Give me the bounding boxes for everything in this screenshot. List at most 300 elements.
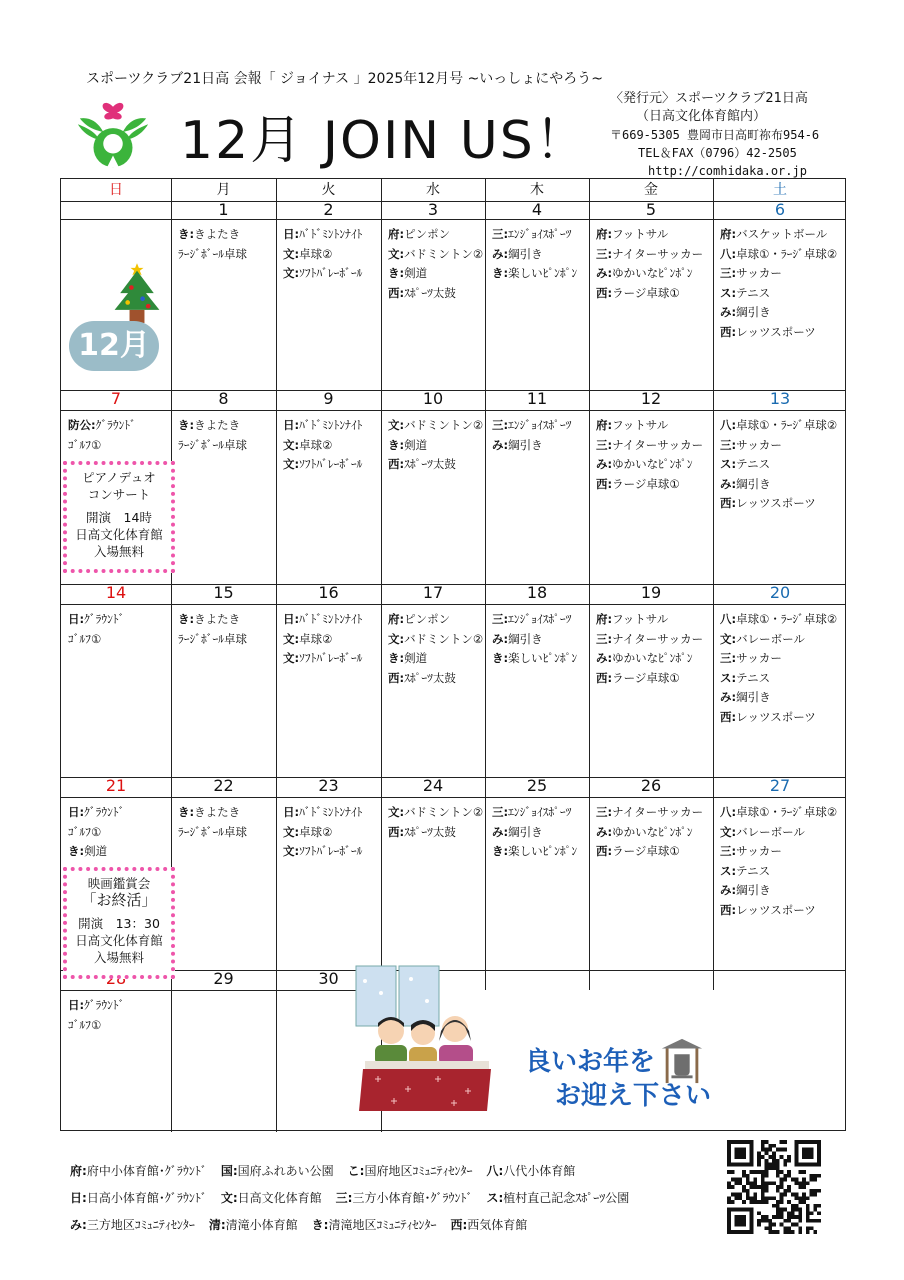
activity-name: ﾊﾞﾄﾞﾐﾝﾄﾝﾅｲﾄ xyxy=(299,612,363,626)
activity-name: 剣道 xyxy=(404,437,428,452)
venue-code: 三: xyxy=(596,246,613,261)
day-events xyxy=(68,416,136,455)
activity-name: 綱引き xyxy=(736,883,771,897)
activity-name: ｺﾞﾙﾌ① xyxy=(68,631,102,646)
event-item xyxy=(388,264,483,284)
activity-name: 綱引き xyxy=(508,246,543,261)
event-item xyxy=(720,284,837,304)
weekday-header: 日 xyxy=(109,182,123,198)
legend-item xyxy=(486,1164,575,1178)
activity-name: ﾗｰｼﾞﾎﾞｰﾙ卓球 xyxy=(178,631,247,646)
activity-name: ラージ卓球① xyxy=(612,670,680,685)
activity-name: フットサル xyxy=(612,612,669,626)
activity-name: きよたき xyxy=(194,612,241,626)
activity-name: ｿﾌﾄﾊﾞﾚｰﾎﾞｰﾙ xyxy=(299,651,363,665)
day-number: 27 xyxy=(769,776,791,795)
venue-code: ス: xyxy=(720,285,737,300)
venue-code: 西: xyxy=(596,844,613,858)
legend-item xyxy=(70,1164,207,1178)
activity-name: 綱引き xyxy=(508,437,543,452)
activity-name: バドミントン② xyxy=(404,418,484,432)
activity-name: 綱引き xyxy=(736,476,771,491)
day-events xyxy=(68,996,124,1035)
legend-item xyxy=(348,1164,473,1178)
venue-code: 西: xyxy=(720,709,737,724)
activity-name: ｴﾝｼﾞｮｲｽﾎﾟｰﾂ xyxy=(508,227,572,241)
event-item xyxy=(178,823,247,843)
venue-code: き: xyxy=(178,612,195,626)
venue-code: き: xyxy=(68,844,85,858)
event-item xyxy=(388,455,483,475)
event-item xyxy=(596,455,703,475)
event-item xyxy=(596,630,703,650)
venue-code: 西: xyxy=(596,476,613,491)
legend-code: み: xyxy=(70,1218,87,1232)
day-number: 26 xyxy=(640,776,662,795)
activity-name: ナイターサッカー xyxy=(612,437,704,452)
venue-code: 八: xyxy=(720,418,737,432)
day-events xyxy=(178,803,247,842)
event-item xyxy=(596,245,703,265)
venue-code: 文: xyxy=(283,266,300,280)
venue-code: き: xyxy=(492,651,509,665)
event-item xyxy=(68,823,124,843)
event-item xyxy=(720,225,837,245)
venue-code: 府: xyxy=(596,227,613,241)
publisher-line: （日高文化体育館内） xyxy=(636,109,767,124)
day-number: 12 xyxy=(640,389,662,408)
day-number: 19 xyxy=(640,583,662,602)
event-item xyxy=(283,803,362,823)
day-events xyxy=(68,610,124,649)
legend-venue: 日高文化体育館 xyxy=(237,1191,322,1205)
event-item xyxy=(720,669,837,689)
venue-code: ス: xyxy=(720,863,737,878)
activity-name: テニス xyxy=(736,670,771,685)
activity-name: 綱引き xyxy=(736,305,771,319)
activity-name: きよたき xyxy=(194,418,241,432)
event-item xyxy=(720,610,837,630)
day-number: 2 xyxy=(323,200,334,219)
venue-code: き: xyxy=(388,651,405,665)
event-item xyxy=(68,630,124,650)
weekday-header: 水 xyxy=(426,182,440,198)
family-kotatsu-illustration xyxy=(351,961,501,1121)
legend-code: 清: xyxy=(208,1218,226,1232)
publisher-line: 〈発行元〉スポーツクラブ21日高 xyxy=(610,91,808,106)
publisher-line: 〒669-5305 豊岡市日高町祢布954-6 xyxy=(610,128,820,142)
event-item xyxy=(178,436,247,456)
new-year-line: 良いお年を xyxy=(525,1047,656,1077)
venue-code: 文: xyxy=(388,246,405,261)
day-events xyxy=(283,610,362,669)
event-item xyxy=(720,494,837,514)
event-item xyxy=(283,245,362,265)
activity-name: 剣道 xyxy=(404,266,428,280)
legend-venue: 植村直己記念ｽﾎﾟｰﾂ公園 xyxy=(503,1191,630,1205)
venue-code: 日: xyxy=(283,612,300,626)
activity-name: 綱引き xyxy=(508,631,543,646)
legend-row xyxy=(70,1185,643,1212)
event-item xyxy=(178,416,247,436)
activity-name: ピンポン xyxy=(404,227,451,241)
activity-name: ラージ卓球① xyxy=(612,476,680,491)
day-number: 18 xyxy=(526,583,548,602)
activity-name: ナイターサッカー xyxy=(612,246,704,261)
legend-item xyxy=(70,1191,207,1205)
event-item xyxy=(492,264,577,284)
venue-code: 文: xyxy=(720,631,737,646)
activity-name: 綱引き xyxy=(508,824,543,839)
activity-name: フットサル xyxy=(612,418,669,432)
venue-code: ス: xyxy=(720,457,737,471)
event-item xyxy=(283,455,362,475)
day-events xyxy=(178,610,247,649)
activity-name: ｿﾌﾄﾊﾞﾚｰﾎﾞｰﾙ xyxy=(299,457,363,471)
day-number: 29 xyxy=(213,969,234,988)
event-item xyxy=(720,630,837,650)
venue-code: 日: xyxy=(283,418,300,432)
activity-name: バスケットボール xyxy=(736,227,828,241)
venue-code: 防公: xyxy=(68,418,96,432)
activity-name: フットサル xyxy=(612,227,669,241)
qr-code-icon xyxy=(727,1140,821,1234)
event-item xyxy=(283,823,362,843)
legend-code: 八: xyxy=(486,1164,504,1178)
activity-name: ｸﾞﾗｳﾝﾄﾞ xyxy=(84,612,125,626)
day-number: 24 xyxy=(422,776,444,795)
day-number: 3 xyxy=(427,200,439,219)
event-item xyxy=(720,475,837,495)
event-item xyxy=(178,803,247,823)
legend-item xyxy=(486,1191,629,1205)
legend-venue: 西気体育館 xyxy=(467,1218,528,1232)
event-item xyxy=(492,416,571,436)
activity-name: サッカー xyxy=(736,437,782,452)
activity-name: 剣道 xyxy=(404,651,428,665)
weekday-header: 月 xyxy=(216,182,231,198)
notice-line: 日高文化体育館 xyxy=(75,933,163,948)
venue-code: 三: xyxy=(720,651,737,665)
event-item xyxy=(388,610,483,630)
day-number: 4 xyxy=(531,200,543,219)
venue-code: み: xyxy=(596,266,613,280)
day-events xyxy=(388,225,483,303)
venue-code: 三: xyxy=(720,844,737,858)
venue-code: み: xyxy=(720,690,737,704)
day-events xyxy=(388,416,483,475)
weekday-header: 木 xyxy=(530,182,544,198)
venue-code: 日: xyxy=(68,612,85,626)
venue-code: 三: xyxy=(492,418,509,432)
day-number: 1 xyxy=(218,200,229,219)
event-item xyxy=(492,823,577,843)
activity-name: ｺﾞﾙﾌ① xyxy=(68,824,102,839)
event-item xyxy=(720,245,837,265)
activity-name: サッカー xyxy=(736,266,782,280)
legend-code: き: xyxy=(311,1218,329,1232)
page-title: 12月 JOIN US！ xyxy=(180,111,589,171)
activity-name: ナイターサッカー xyxy=(612,805,704,819)
legend-venue: 国府ふれあい公園 xyxy=(237,1164,334,1178)
venue-code: 文: xyxy=(283,651,300,665)
day-number: 16 xyxy=(318,583,339,602)
legend-code: 西: xyxy=(450,1218,468,1232)
venue-code: 八: xyxy=(720,246,737,261)
weekday-header: 火 xyxy=(321,182,336,198)
venue-code: 三: xyxy=(492,805,509,819)
event-item xyxy=(492,842,577,862)
month-badge: 12月 xyxy=(69,321,159,371)
day-events xyxy=(283,416,362,475)
venue-code: 三: xyxy=(492,612,509,626)
legend-code: 国: xyxy=(220,1164,238,1178)
activity-name: テニス xyxy=(736,457,771,471)
activity-name: ｽﾎﾟｰﾂ太鼓 xyxy=(404,285,456,300)
legend-item xyxy=(312,1218,437,1232)
activity-name: レッツスポーツ xyxy=(736,902,816,917)
legend-item xyxy=(70,1218,195,1232)
activity-name: ゆかいなﾋﾟﾝﾎﾟﾝ xyxy=(612,457,693,471)
legend-code: こ: xyxy=(347,1164,365,1178)
event-item xyxy=(720,416,837,436)
event-item xyxy=(68,996,124,1016)
activity-name: ｴﾝｼﾞｮｲｽﾎﾟｰﾂ xyxy=(508,805,572,819)
legend-venue: 日高小体育館･ｸﾞﾗｳﾝﾄﾞ xyxy=(86,1191,207,1205)
activity-name: 卓球①・ﾗｰｼﾞ卓球② xyxy=(736,418,838,432)
event-item xyxy=(492,245,577,265)
venue-code: 日: xyxy=(68,805,85,819)
grid-line xyxy=(61,410,845,411)
event-item xyxy=(596,475,703,495)
day-number: 21 xyxy=(105,776,127,795)
activity-name: ゆかいなﾋﾟﾝﾎﾟﾝ xyxy=(612,824,693,839)
event-item xyxy=(178,245,247,265)
activity-name: バドミントン② xyxy=(404,631,484,646)
venue-code: 文: xyxy=(283,457,300,471)
venue-code: 三: xyxy=(720,437,737,452)
venue-code: き: xyxy=(178,227,195,241)
activity-name: ナイターサッカー xyxy=(612,631,704,646)
event-item xyxy=(388,823,483,843)
day-number: 8 xyxy=(218,389,229,408)
activity-name: レッツスポーツ xyxy=(736,324,816,339)
venue-code: み: xyxy=(596,457,613,471)
day-number: 7 xyxy=(110,389,122,408)
activity-name: 剣道 xyxy=(84,844,108,858)
venue-code: 文: xyxy=(283,246,300,261)
day-events xyxy=(388,610,483,688)
event-item xyxy=(283,610,362,630)
event-item xyxy=(720,436,837,456)
calendar-grid xyxy=(60,178,846,1131)
venue-code: 日: xyxy=(283,805,300,819)
newsletter-header: スポーツクラブ21日高 会報「 ジョイナス 」2025年12月号 ~いっしょにやろう~ xyxy=(86,71,603,87)
event-item xyxy=(388,669,483,689)
venue-code: 文: xyxy=(388,418,405,432)
activity-name: 卓球② xyxy=(299,246,333,261)
activity-name: 卓球①・ﾗｰｼﾞ卓球② xyxy=(736,612,838,626)
notice-line: 入場無料 xyxy=(93,544,144,559)
event-item xyxy=(388,245,483,265)
venue-code: 西: xyxy=(596,670,613,685)
notice-line: 開演 13：30 xyxy=(78,916,160,931)
event-item xyxy=(68,1016,124,1036)
event-item xyxy=(596,823,703,843)
activity-name: サッカー xyxy=(736,651,782,665)
activity-name: 楽しいﾋﾟﾝﾎﾟﾝ xyxy=(508,266,578,280)
venue-code: 文: xyxy=(283,824,300,839)
grid-line xyxy=(61,990,381,991)
venue-code: き: xyxy=(178,418,195,432)
day-number: 11 xyxy=(526,389,548,408)
activity-name: ｽﾎﾟｰﾂ太鼓 xyxy=(404,457,456,471)
venue-code: 文: xyxy=(283,437,300,452)
event-item xyxy=(596,436,703,456)
venue-code: み: xyxy=(492,437,509,452)
event-item xyxy=(178,225,247,245)
legend-row xyxy=(70,1158,643,1185)
venue-code: 文: xyxy=(283,631,300,646)
day-number: 14 xyxy=(105,583,127,602)
activity-name: ｸﾞﾗｳﾝﾄﾞ xyxy=(84,805,125,819)
event-item xyxy=(720,842,837,862)
activity-name: きよたき xyxy=(194,805,241,819)
venue-code: 西: xyxy=(388,457,405,471)
event-item xyxy=(388,225,483,245)
venue-code: ス: xyxy=(720,670,737,685)
activity-name: テニス xyxy=(736,285,771,300)
venue-code: み: xyxy=(720,305,737,319)
notice-line: ピアノデュオ xyxy=(82,470,156,485)
venue-code: き: xyxy=(492,266,509,280)
activity-name: ｽﾎﾟｰﾂ太鼓 xyxy=(404,670,456,685)
weekday-header: 土 xyxy=(773,182,787,198)
day-events xyxy=(388,803,483,842)
venue-code: み: xyxy=(596,824,613,839)
activity-name: ﾊﾞﾄﾞﾐﾝﾄﾝﾅｲﾄ xyxy=(299,418,363,432)
activity-name: ｺﾞﾙﾌ① xyxy=(68,1017,102,1032)
venue-code: み: xyxy=(492,631,509,646)
venue-code: 文: xyxy=(283,844,300,858)
activity-name: レッツスポーツ xyxy=(736,496,816,510)
legend-code: ス: xyxy=(486,1191,504,1205)
day-number: 15 xyxy=(213,583,234,602)
venue-code: 西: xyxy=(596,285,613,300)
notice-line: 映画鑑賞会 xyxy=(87,876,151,891)
activity-name: レッツスポーツ xyxy=(736,709,816,724)
day-number: 20 xyxy=(769,583,791,602)
event-item xyxy=(283,649,362,669)
activity-name: ｴﾝｼﾞｮｲｽﾎﾟｰﾂ xyxy=(508,418,572,432)
day-events xyxy=(720,416,837,514)
venue-code: み: xyxy=(720,476,737,491)
event-item xyxy=(596,649,703,669)
day-number: 25 xyxy=(526,776,548,795)
event-item xyxy=(388,803,483,823)
venue-code: 八: xyxy=(720,805,737,819)
event-item xyxy=(596,842,703,862)
activity-name: ｸﾞﾗｳﾝﾄﾞ xyxy=(84,998,125,1012)
day-events xyxy=(492,610,577,669)
venue-code: き: xyxy=(388,266,405,280)
event-item xyxy=(388,630,483,650)
venue-code: 三: xyxy=(596,631,613,646)
venue-code: み: xyxy=(492,246,509,261)
event-notice xyxy=(63,461,175,573)
event-item xyxy=(68,436,136,456)
venue-code: 西: xyxy=(388,824,405,839)
notice-line: 「お終活」 xyxy=(81,891,157,909)
activity-name: 綱引き xyxy=(736,690,771,704)
day-events xyxy=(596,416,703,494)
activity-name: ラージ卓球① xyxy=(612,844,680,858)
event-item xyxy=(720,823,837,843)
event-item xyxy=(596,225,703,245)
club-logo-icon xyxy=(74,95,152,173)
legend-row xyxy=(70,1212,643,1239)
activity-name: バレーボール xyxy=(736,631,805,646)
venue-code: 三: xyxy=(596,437,613,452)
legend-venue: 八代小体育館 xyxy=(503,1164,576,1178)
venue-code: き: xyxy=(388,437,405,452)
publisher-line: http://comhidaka.or.jp xyxy=(648,164,807,178)
venue-code: 文: xyxy=(388,631,405,646)
day-events xyxy=(283,225,362,284)
activity-name: ｸﾞﾗｳﾝﾄﾞ xyxy=(95,418,136,432)
event-item xyxy=(720,455,837,475)
activity-name: テニス xyxy=(736,863,771,878)
event-item xyxy=(720,862,837,882)
event-item xyxy=(178,630,247,650)
activity-name: ゆかいなﾋﾟﾝﾎﾟﾝ xyxy=(612,266,693,280)
event-item xyxy=(720,649,837,669)
event-item xyxy=(720,323,837,343)
venue-code: 府: xyxy=(388,227,405,241)
activity-name: 卓球② xyxy=(299,437,333,452)
day-number: 10 xyxy=(422,389,444,408)
day-events xyxy=(596,610,703,688)
venue-code: 日: xyxy=(68,998,85,1012)
activity-name: 卓球①・ﾗｰｼﾞ卓球② xyxy=(736,805,838,819)
venue-code: 府: xyxy=(596,418,613,432)
day-events xyxy=(68,803,124,862)
event-item xyxy=(68,803,124,823)
event-item xyxy=(596,284,703,304)
grid-line xyxy=(61,604,845,605)
event-item xyxy=(283,225,362,245)
day-number: 23 xyxy=(318,776,339,795)
activity-name: ﾗｰｼﾞﾎﾞｰﾙ卓球 xyxy=(178,824,247,839)
legend-venue: 清滝地区ｺﾐｭﾆﾃｨｾﾝﾀｰ xyxy=(328,1218,437,1232)
event-item xyxy=(388,649,483,669)
activity-name: ﾊﾞﾄﾞﾐﾝﾄﾝﾅｲﾄ xyxy=(299,805,363,819)
activity-name: ﾗｰｼﾞﾎﾞｰﾙ卓球 xyxy=(178,246,247,261)
grid-line xyxy=(276,179,277,1132)
legend-code: 三: xyxy=(335,1191,353,1205)
activity-name: 卓球①・ﾗｰｼﾞ卓球② xyxy=(736,246,838,261)
day-events xyxy=(283,803,362,862)
activity-name: ｽﾎﾟｰﾂ太鼓 xyxy=(404,824,456,839)
event-item xyxy=(283,842,362,862)
notice-line: 入場無料 xyxy=(93,950,144,965)
activity-name: ラージ卓球① xyxy=(612,285,680,300)
event-item xyxy=(720,708,837,728)
venue-code: 八: xyxy=(720,612,737,626)
day-events xyxy=(492,803,577,862)
activity-name: ピンポン xyxy=(404,612,451,626)
event-item xyxy=(720,688,837,708)
